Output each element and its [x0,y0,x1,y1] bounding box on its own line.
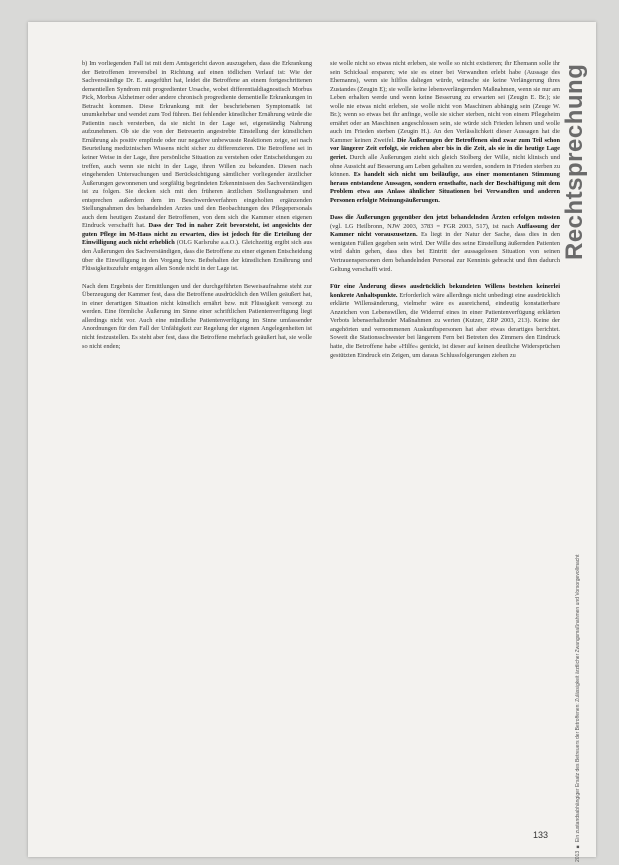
right-column [330,60,560,369]
paragraph [330,283,560,360]
paragraph-bold-text: Dass der Tod in naher Zeit bevorsteht, ist angesichts der guten Pflege im M-Haus nicht zu erwarten, dies ist jedoch für die Erteilung der Einwilligung auch nicht erheblich [82,222,312,247]
paragraph-text: Nach dem Ergebnis der Ermittlungen und der durchgeführten Beweisaufnahme steht zur Überzeugung der Kammer fest, dass die Betroffene ausdrücklich den Willen geäußert hat, in einer derartigen Situation nicht künstlich ernährt bzw. mit Flüssigkeit versorgt zu werden. Eine förmliche Äußerung im Sinne einer schriftlichen Patientenverfügung liegt allerdings nicht vor. Auch eine mündliche Patientenverfügung im Sinne umfassender Anordnungen für den Fall der Unfähigkeit zur Regelung der eigenen Angelegenheiten ist nicht festzustellen. Es steht aber fest, dass die Betroffene mehrfach geäußert hat, sie wolle so nicht enden; [82,282,312,350]
paragraph-bold-text: Die Äußerungen der Betroffenen sind zwar zum Teil schon vor längerer Zeit erfolgt, sie reichen aber bis in die Zeit, als sie in die heutige Lage geriet. [330,136,560,162]
paragraph [82,283,312,351]
page-number: 133 [533,830,549,840]
section-title: Rechtsprechung [561,63,588,261]
paragraph [330,214,560,274]
document-page [28,22,596,862]
paragraph-text: (vgl. LG Heilbronn, NJW 2003, 3783 = FGR 2003, 517), ist nach [330,222,517,230]
paragraph-bold-text: Für eine Änderung dieses ausdrücklich bekundeten Willens bestehen keinerlei konkrete Anhaltspunkte. [330,283,560,299]
left-column [82,60,312,360]
paragraph-text: Erforderlich wäre allerdings nicht unbedingt eine ausdrücklich erklärte Willensänderung, vielmehr wäre es ausreichend, eindeutig konstatierbare Anzeichen von Lebenswillen, die Widerruf eines in einer Patientenverfügung erklärten Verbots lebenserhaltender Maßnahmen zu werten (Kutzer, ZRP 2003, 213). Keine der angehörten und vernommenen Auskunftspersonen hat aber etwas derartiges berichtet. Soweit die Stationsschwester bei längerem Fern bei Betreten des Zimmers den Eindruck hatte, die Betroffene habe »Hilfe« genickt, ist dieser auf keinen deutliche Widersprüchen gestützten Eindruck ein Zeigen, um daraus Schlussfolgerungen ziehen zu [330,291,561,359]
paragraph-bold-text: Auffassung der Kammer nicht vorauszusetzen. [330,222,560,239]
running-reference: 2013 ■ Ein zustandsabhängiger Ersatz des Betreuers der Betroffenen: Zulässigkeit ärztlicher Zwangsmaßnahmen und Vorsorgevollmacht [575,554,581,862]
paragraph [82,60,312,274]
paragraph-text-tail: (OLG Karlsruhe a.a.O.). Gleichzeitig ergibt sich aus den Äußerungen des Sachverständigen, dass die Betroffene zu einer eigenen Entscheidung über die Einwilligung in den Vorgang bzw. Beibehalten der künstlichen Ernährung und Flüssigkeitszufuhr entgegen allen Sonde nicht in der Lage ist. [82,239,312,273]
paragraph-text-tail: Es liegt in der Natur der Sache, dass dies in den wenigsten Fällen gegeben sein wird. Der Wille des seine Einstellung äußernden Patienten wird dahin gehen, dass dies bei Eintritt der aussagelosen Situation von seinen Vertrauenspersonen dem behandelnden Personal zur Kenntnis gebracht und ihm dadurch Geltung verschafft wird. [330,231,561,273]
paragraph-text: sie wolle nicht so etwas nicht erleben, sie wolle so nicht existieren; ihr Ehemann solle ihr sein Schicksal ersparen; wie sie es einer bei Verwandten erlebt habe (Aussage des Ehemanns), wenn sie hilflos daliegen würde, wünsche sie keine Verlängerung ihres Zustandes (Zeugin E); sie wolle keine lebensverlängernden Maßnahmen, wenn sie nur am Leben erhalten werde und wenn keine Besserung zu erwarten sei (Zeugin E. Br.); sie wolle nie etwas nicht erleben, sie wolle nicht von Maschinen abhängig sein (Zeuge W. Br.); wenn so etwas bei ihr anfinge, wolle sie sicher sterben, nicht von einem Pflegeheim ernährt oder an Maschinen angeschlossen sein, sie würde sich Frieden lehnen und wolle auch im Frieden sterben (Zeugin H.). An den Verlässlichkeit dieser Aussagen hat die Kammer keinen Zweifel. [330,60,560,144]
paragraph-text-tail: Durch alle Äußerungen zieht sich gleich Stolberg der Wille, nicht klinisch und ohne Aussicht auf Besserung am Leben gehalten zu werden, sondern in Frieden sterben zu können. [330,154,560,179]
paragraph-bold-text: Es handelt sich nicht um beiläufige, aus einer momentanen Stimmung heraus entstandene Aussagen, sondern ernsthafte, nach der Beschäftigung mit dem Problem etwa aus Anlass ähnlicher Situationen bei Verwandten und anderen Personen erfolgte Meinungsäußerungen. [330,171,560,204]
paragraph [330,60,560,205]
paragraph-bold-text: Dass die Äußerungen gegenüber den jetzt behandelnden Ärzten erfolgen müssten [330,214,560,222]
paragraph-text: b) Im vorliegenden Fall ist mit dem Amtsgericht davon auszugehen, dass die Erkrankung der Betroffenen irreversibel in Richtung auf einen tödlichen Verlauf ist: Wie der Sachverständige Dr. E. ausgeführt hat, leidet die Betroffene an einem fortgeschrittenen dementiellen Syndrom mit progredienter Ursache, wobei differentialdiagnostisch Morbus Pick, Morbus Alzheimer oder andere chronisch progrediente dementielle Erkrankungen in Betracht kommen. Diese Erkrankung mit der beschriebenen Symptomatik ist unumkehrbar und wendet zum Tod führen. Bei fehlender künstlicher Ernährung würde die Patientin rasch versterben, da sie nicht in der Lage sei, eigenständig Nahrung aufzunehmen. Ob sie die von der Betreuerin angestrebte Einstellung der künstlichen Ernährung als positiv empfinde oder nur negative unbewusste Reaktionen zeige, sei nach Beurteilung medizinischen Wissens nicht sicher zu differenzieren. Die Betroffene sei in keiner Weise in der Lage, ihre persönliche Situation zu verstehen oder Entscheidungen zu treffen, auch wenn sie nicht in der Lage, ihren Willen zu bekunden. Diesen nach eingehenden Untersuchungen und Berücksichtigung sämtlicher vorliegender ärztlicher Äußerungen gewonnenen und sorgfältig begründeten Erkenntnissen des Sachverständigen ist zu folgen. Sie decken sich mit den früheren ärztlichen Stellungnahmen und entsprechen außerdem dem im Beschwerdeverfahren eingeholten ergänzenden Stellungnahmen des behandelnden Arztes und den Beobachtungen des Pflegepersonals auch dem heutigen Zustand der Betroffenen, von dem sich die Kammer einen eigenen Eindruck verschafft hat. [82,60,312,230]
